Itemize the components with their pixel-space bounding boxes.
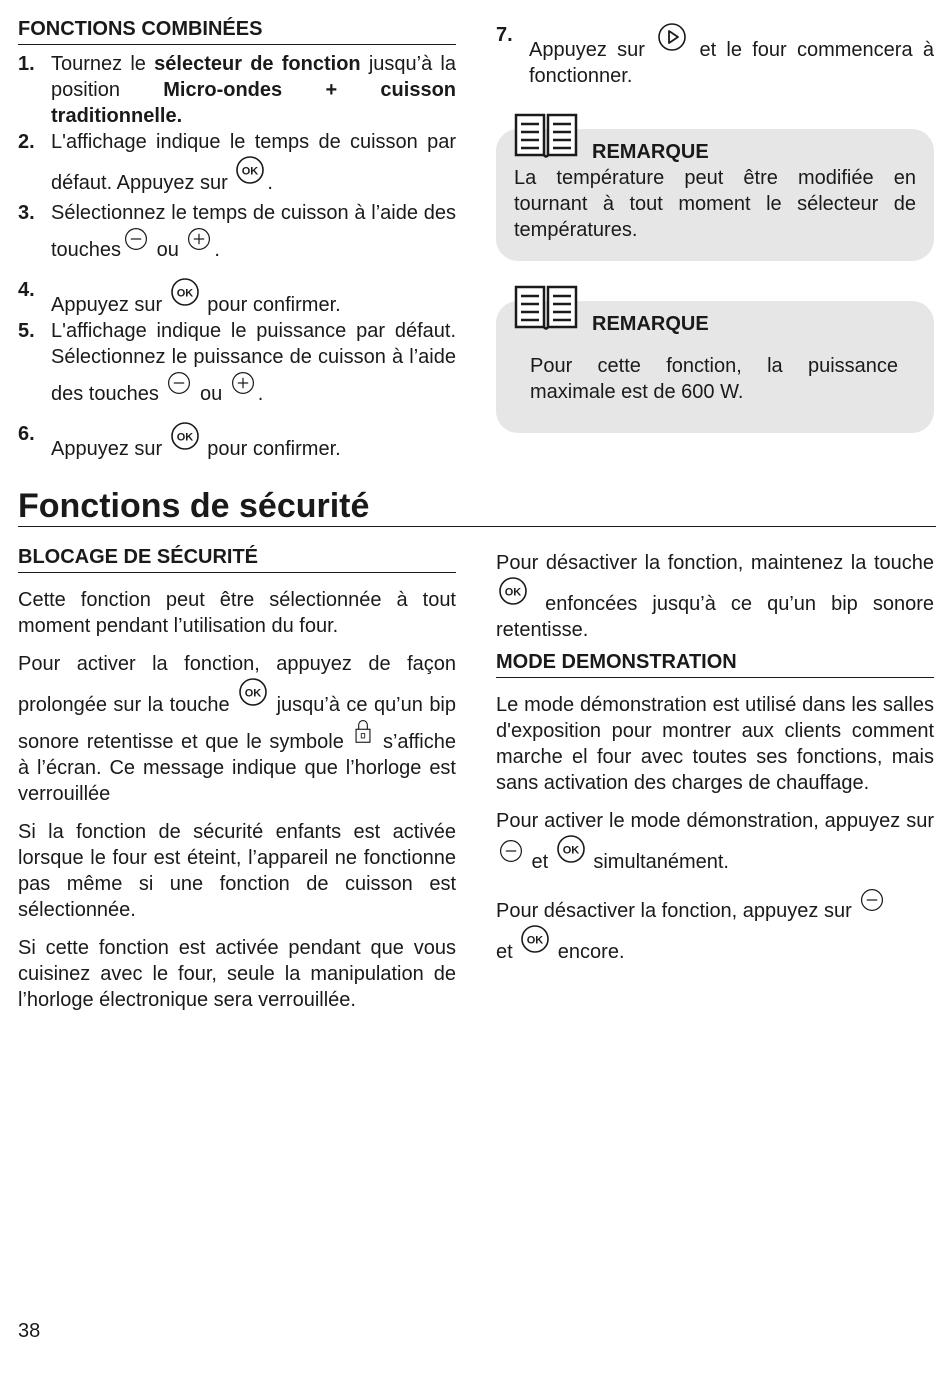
ok-button-icon	[170, 277, 200, 307]
page-number: 38	[18, 1320, 41, 1342]
combined-functions-continued	[496, 16, 934, 433]
text: Pour activer le mode démonstration, appuyez sur	[496, 810, 934, 832]
step-text: Appuyez sur	[51, 438, 168, 460]
step-text: .	[267, 172, 273, 194]
step-bold-text: Micro-ondes + cuisson traditionnelle.	[51, 79, 457, 127]
text: Pour activer la fonction, appuyez de façon prolongée sur la touche	[18, 653, 456, 716]
minus-button-icon	[859, 887, 885, 913]
ok-button-icon	[498, 576, 528, 606]
ok-button-icon	[235, 155, 265, 185]
step-text: Appuyez sur	[529, 39, 656, 61]
minus-button-icon	[166, 370, 192, 396]
minus-button-icon	[498, 838, 524, 864]
text: Pour désactiver la fonction, maintenez la touche	[496, 552, 934, 574]
step-2	[18, 129, 456, 196]
svg-text:OK: OK	[527, 934, 544, 947]
svg-text:OK: OK	[242, 165, 259, 178]
ok-button-icon	[238, 677, 268, 707]
step-text: L'affichage indique le puissance par défaut. Sélectionnez le puissance de cuisson à l’aide des touches	[51, 320, 456, 405]
svg-text:OK: OK	[176, 287, 193, 300]
svg-text:OK: OK	[176, 431, 193, 444]
step-text: ou	[194, 383, 228, 405]
text: Pour désactiver la fonction, appuyez sur	[496, 900, 858, 922]
safety-lock-section	[18, 544, 456, 1025]
text: simultanément.	[587, 851, 729, 873]
safety-right-column	[496, 550, 934, 977]
note-box-temperature	[496, 129, 934, 261]
open-book-icon	[514, 281, 578, 331]
step-text: pour confirmer.	[201, 438, 341, 460]
step-number: 7.	[496, 24, 513, 46]
step-text: Tournez le	[51, 53, 155, 75]
step-text: Appuyez sur	[51, 294, 168, 316]
text: jusqu’à ce qu’un bip sonore retentisse et que le symbole	[18, 694, 457, 753]
step-bold-text: sélecteur de fonction	[154, 53, 361, 75]
ok-button-icon	[170, 421, 200, 451]
step-number: 6.	[18, 423, 35, 445]
text: s’affiche à l’écran. Ce message indique que l’horloge est verrouillée	[18, 731, 456, 805]
step-text: ou	[151, 239, 185, 261]
step-text: L'affichage indique le temps de cuisson par défaut. Appuyez sur	[51, 131, 456, 194]
note-box-power	[496, 301, 934, 433]
svg-text:OK: OK	[562, 844, 580, 857]
open-book-icon	[514, 109, 578, 159]
text: et	[526, 851, 554, 873]
step-text: jusqu’à la position	[51, 53, 456, 101]
demo-mode-heading: MODE DEMONSTRATION	[496, 649, 934, 678]
step-4	[18, 277, 456, 318]
paragraph: Si cette fonction est activée pendant que vous cuisinez avec le four, seule la manipulation de l’horloge électronique sera verrouillée.	[18, 937, 456, 1011]
step-text: Sélectionnez le temps de cuisson à l’aide des touches	[51, 202, 456, 261]
combined-functions-heading: FONCTIONS COMBINÉES	[18, 16, 456, 45]
padlock-icon	[353, 718, 373, 744]
step-3	[18, 200, 456, 263]
paragraph: Cette fonction peut être sélectionnée à tout moment pendant l’utilisation du four.	[18, 589, 456, 637]
text: et	[496, 941, 519, 963]
step-number: 1.	[18, 53, 35, 75]
step-text: .	[257, 383, 264, 405]
paragraph-demo-activate	[496, 808, 934, 875]
paragraph: Le mode démonstration est utilisé dans les salles d'exposition pour montrer aux clients comment marche el four avec toutes ses fonctions, mais sans activation des charges de chauffage.	[496, 694, 934, 794]
step-1	[18, 51, 456, 129]
ok-button-icon	[520, 924, 550, 954]
start-button-icon	[657, 22, 687, 52]
svg-text:OK: OK	[504, 586, 522, 599]
paragraph-demo-deactivate	[496, 887, 934, 965]
combined-functions-section	[18, 16, 456, 462]
text: enfoncées jusqu’à ce qu’un bip sonore retentisse.	[496, 593, 934, 641]
step-text: .	[214, 239, 220, 261]
page-title: Fonctions de sécurité	[18, 486, 936, 527]
ok-button-icon	[556, 834, 586, 864]
text: encore.	[552, 941, 625, 963]
step-text: pour confirmer.	[201, 294, 341, 316]
step-number: 3.	[18, 202, 35, 224]
combined-steps-list	[18, 51, 456, 462]
step-number: 4.	[18, 279, 35, 301]
paragraph-deactivate	[496, 550, 934, 643]
combined-steps-list-continued	[496, 22, 934, 89]
note-text: La température peut être modifiée en tournant à tout moment le sélecteur de températures.	[514, 167, 916, 241]
minus-button-icon	[123, 226, 149, 252]
step-7	[496, 22, 934, 89]
note-title: REMARQUE	[592, 141, 709, 163]
step-6	[18, 421, 456, 462]
paragraph: Si la fonction de sécurité enfants est activée lorsque le four est éteint, l’appareil ne fonctionne pas même si une fonction de cuisson est sélectionnée.	[18, 821, 456, 921]
paragraph-activate	[18, 651, 456, 807]
plus-button-icon	[186, 226, 212, 252]
note-title: REMARQUE	[592, 313, 709, 335]
note-text: Pour cette fonction, la puissance maximale est de 600 W.	[530, 355, 898, 403]
svg-text:OK: OK	[244, 687, 262, 700]
step-number: 2.	[18, 131, 35, 153]
plus-button-icon	[230, 370, 256, 396]
step-5	[18, 318, 456, 407]
step-number: 5.	[18, 320, 35, 342]
safety-lock-heading: BLOCAGE DE SÉCURITÉ	[18, 544, 456, 573]
step-text: et le four commencera à fonctionner.	[529, 39, 934, 87]
